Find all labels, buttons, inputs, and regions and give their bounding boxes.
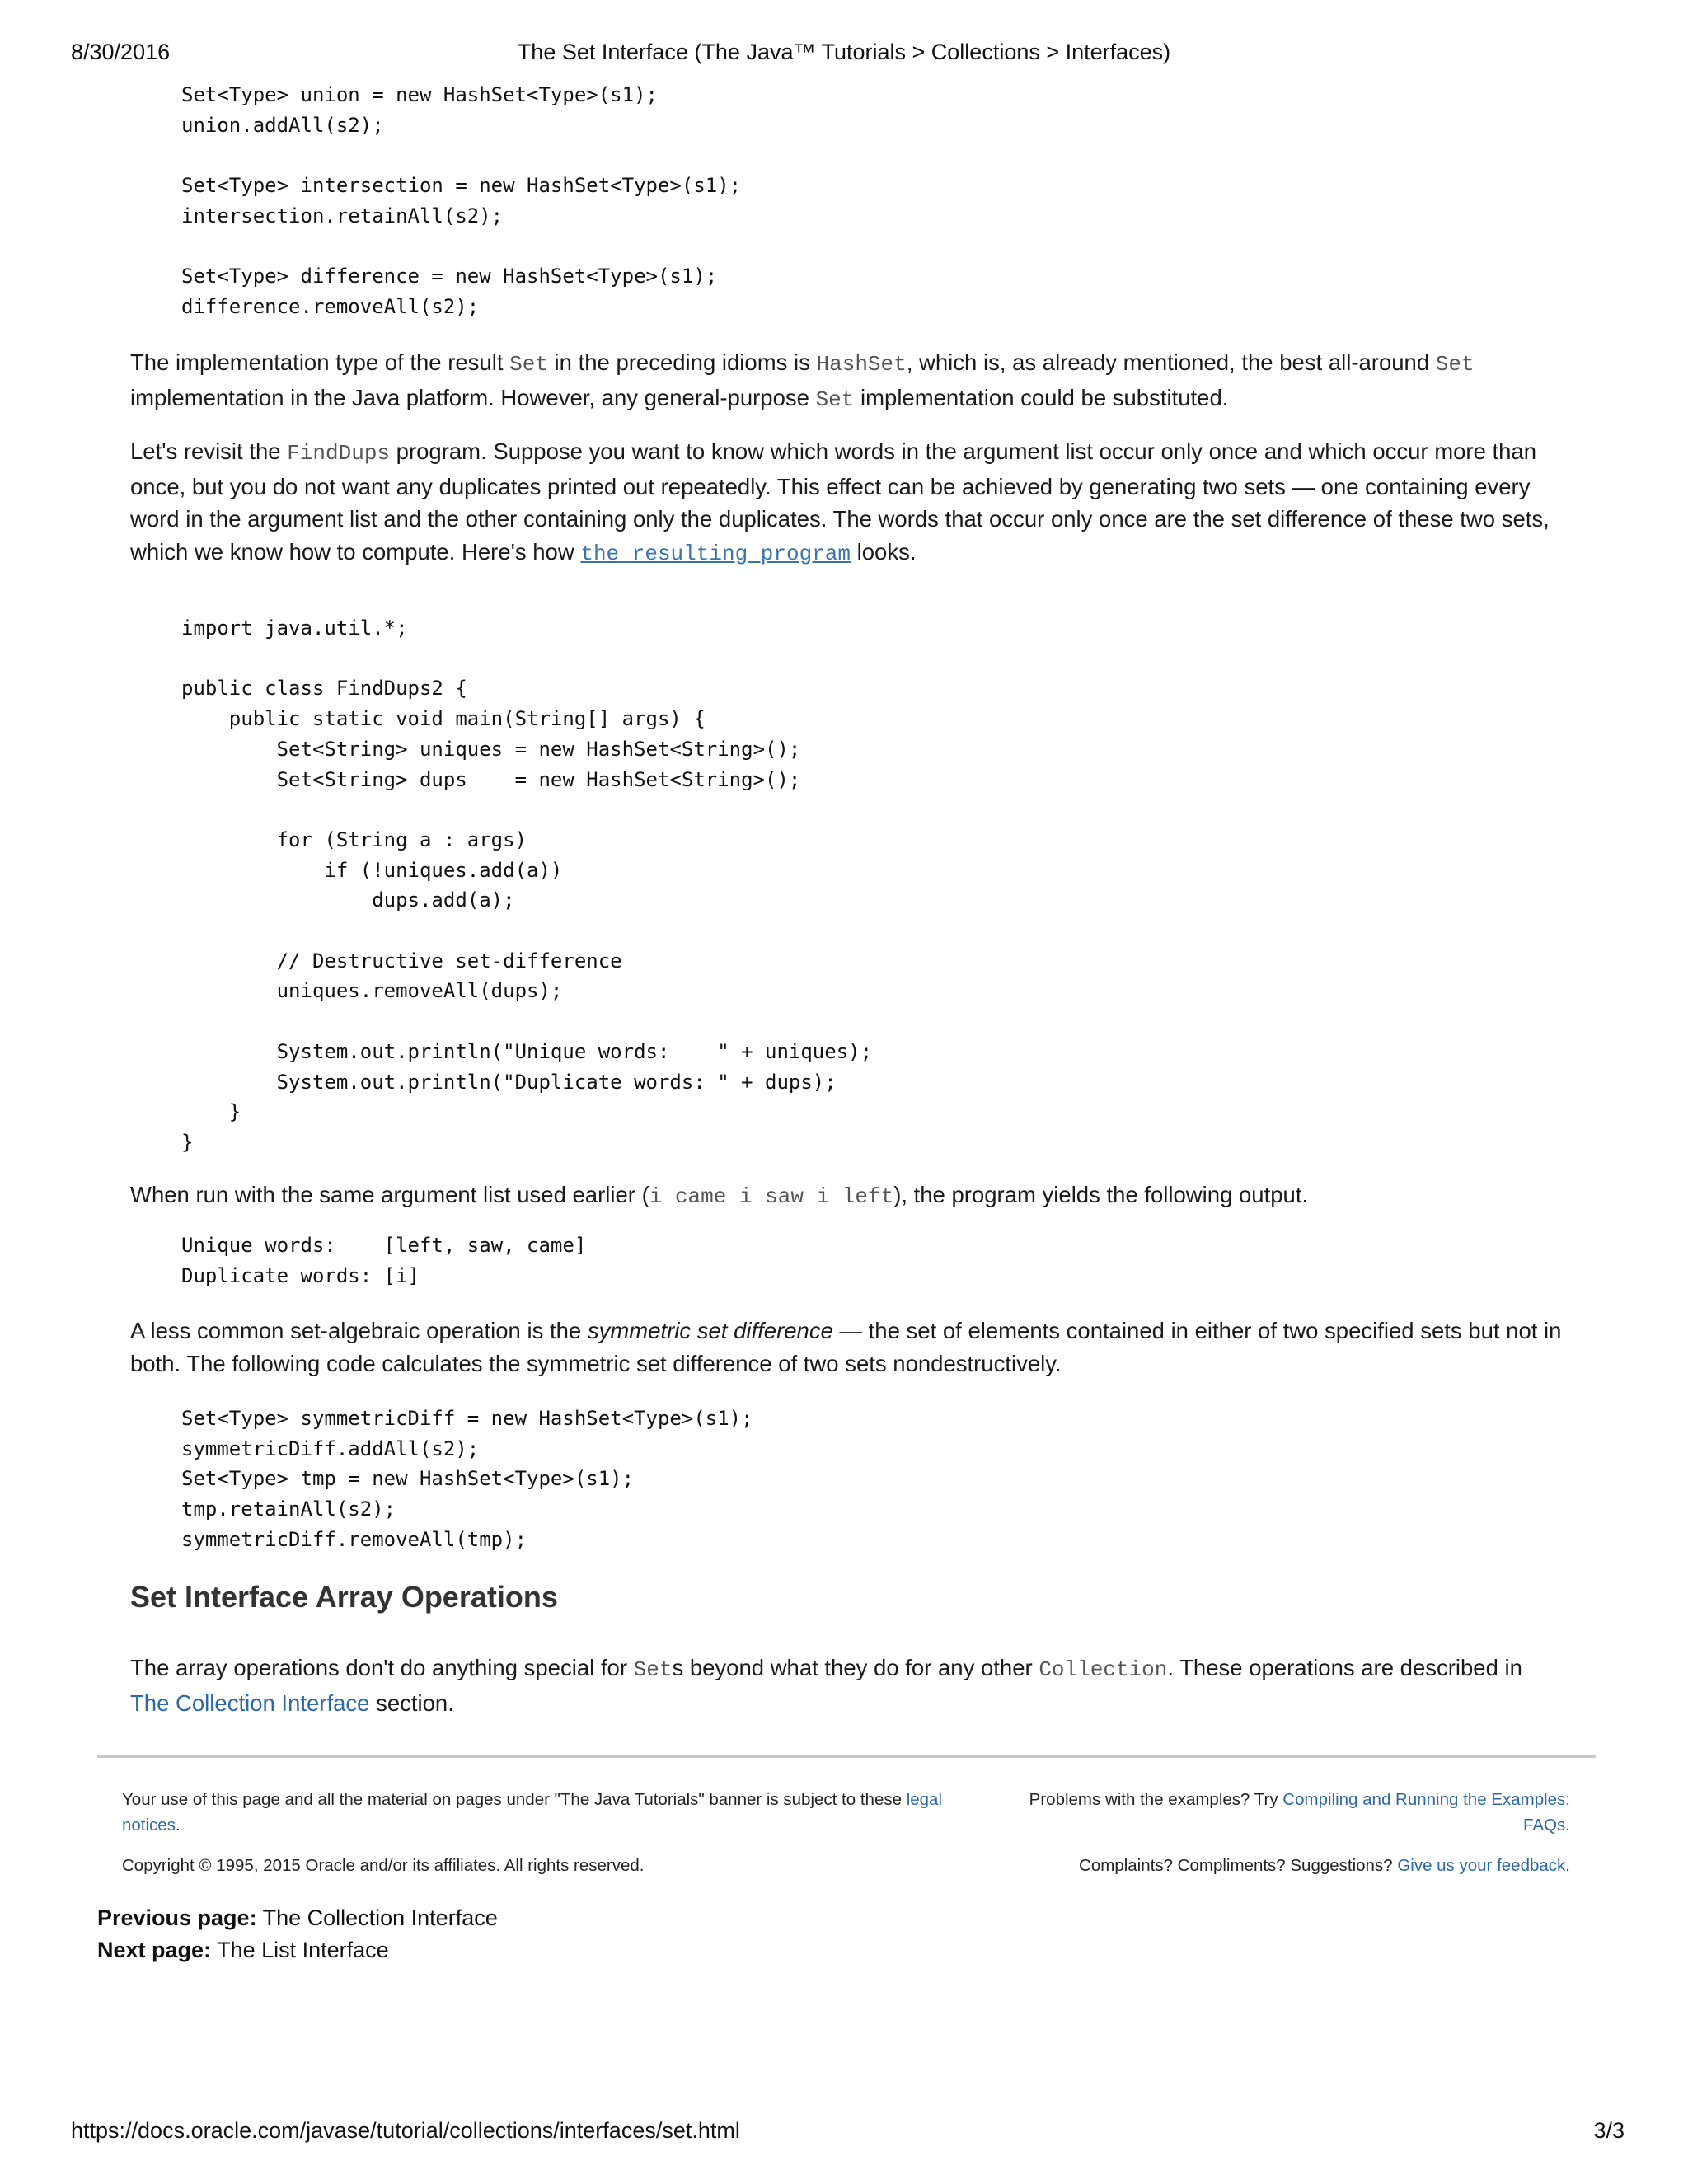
- paragraph-implementation-type: The implementation type of the result Set in the preceding idioms is HashSet, which is, as already mentioned, the best all-around Set implementation in the Java platform. However, any general-purpose Set implementation could be substituted.: [130, 349, 1475, 412]
- code-inline-set: Set: [509, 352, 548, 377]
- print-url: https://docs.oracle.com/javase/tutorial/collections/interfaces/set.html: [71, 2118, 740, 2143]
- code-finddups2: import java.util.*; public class FindDups2 { public static void main(String[] args) { Set<String> uniques = new HashSet<String>(); Set<String> dups = new HashSet<String>(); for (String a : args) if (!uniques.add(a)) dups.add(a); // Destructive set-difference uniques.removeAll(dups); System.out.println("Unique words: " + uniques); System.out.println("Duplicate words: " + dups); } }: [181, 616, 873, 1154]
- paragraph-symmetric-difference: A less common set-algebraic operation is the symmetric set difference — the set of elements contained in either of two specified sets but not in both. The following code calculates the symmetric set difference of two sets nondestructively.: [130, 1318, 1562, 1376]
- copyright-notice: Copyright © 1995, 2015 Oracle and/or its affiliates. All rights reserved.: [122, 1856, 645, 1875]
- print-date: 8/30/2016: [71, 40, 171, 64]
- code-program-output: Unique words: [left, saw, came] Duplicate words: [i]: [181, 1234, 587, 1287]
- collection-interface-link[interactable]: The Collection Interface: [130, 1690, 370, 1716]
- code-set-operations: Set<Type> union = new HashSet<Type>(s1); union.addAll(s2); Set<Type> intersection = new HashSet<Type>(s1); intersection.retainAll(s2); Set<Type> difference = new HashSet<Type>(s1); difference.removeAll(s2);: [181, 83, 742, 318]
- next-page-title: The List Interface: [217, 1938, 389, 1962]
- code-inline-set: Set: [815, 387, 855, 412]
- examples-help: Problems with the examples? Try Compiling and Running the Examples: FAQs.: [1029, 1790, 1570, 1835]
- code-inline-set: Set: [633, 1657, 673, 1682]
- code-inline-collection: Collection: [1039, 1657, 1168, 1682]
- legal-notices-link[interactable]: legal notices: [122, 1790, 943, 1835]
- code-inline-finddups: FindDups: [287, 441, 391, 466]
- resulting-program-link[interactable]: the resulting program: [580, 541, 851, 566]
- code-inline-hashset: HashSet: [816, 352, 907, 377]
- term-symmetric-set-difference: symmetric set difference: [587, 1318, 833, 1343]
- paragraph-array-operations: The array operations don't do anything special for Sets beyond what they do for any other Collection. These operations are described in The Collection Interface section.: [130, 1655, 1522, 1716]
- previous-page-title: The Collection Interface: [262, 1905, 498, 1930]
- print-page-number: 3/3: [1593, 2118, 1625, 2143]
- previous-page-nav[interactable]: Previous page: The Collection Interface: [97, 1905, 498, 1930]
- footer-divider: [97, 1755, 1596, 1758]
- paragraph-run-output: When run with the same argument list used earlier (i came i saw i left), the program yields the following output.: [130, 1182, 1309, 1209]
- code-symmetric-diff: Set<Type> symmetricDiff = new HashSet<Type>(s1); symmetricDiff.addAll(s2); Set<Type> tmp = new HashSet<Type>(s1); tmp.retainAll(s2); symmetricDiff.removeAll(tmp);: [181, 1407, 753, 1551]
- next-page-nav[interactable]: Next page: The List Interface: [97, 1938, 389, 1962]
- code-inline-set: Set: [1435, 352, 1475, 377]
- paragraph-revisit-finddups: Let's revisit the FindDups program. Suppose you want to know which words in the argument list occur only once and which occur more than once, but you do not want any duplicates printed out repeatedly. This effect can be achieved by generating two sets — one containing every word in the argument list and the other containing only the duplicates. The words that occur only once are the set difference of these two sets, which we know how to compute. Here's how the resulting program looks.: [130, 438, 1550, 566]
- print-page-title: The Set Interface (The Java™ Tutorials > Collections > Interfaces): [517, 40, 1171, 64]
- heading-array-operations: Set Interface Array Operations: [130, 1580, 558, 1614]
- legal-notice: Your use of this page and all the material on pages under "The Java Tutorials" banner is subject to these legal notices.: [122, 1790, 943, 1835]
- compiling-faqs-link[interactable]: Compiling and Running the Examples: FAQs: [1282, 1790, 1570, 1835]
- feedback-link[interactable]: Give us your feedback: [1397, 1856, 1566, 1875]
- code-inline-arguments: i came i saw i left: [649, 1184, 894, 1209]
- feedback-line: Complaints? Compliments? Suggestions? Give us your feedback.: [1079, 1856, 1570, 1875]
